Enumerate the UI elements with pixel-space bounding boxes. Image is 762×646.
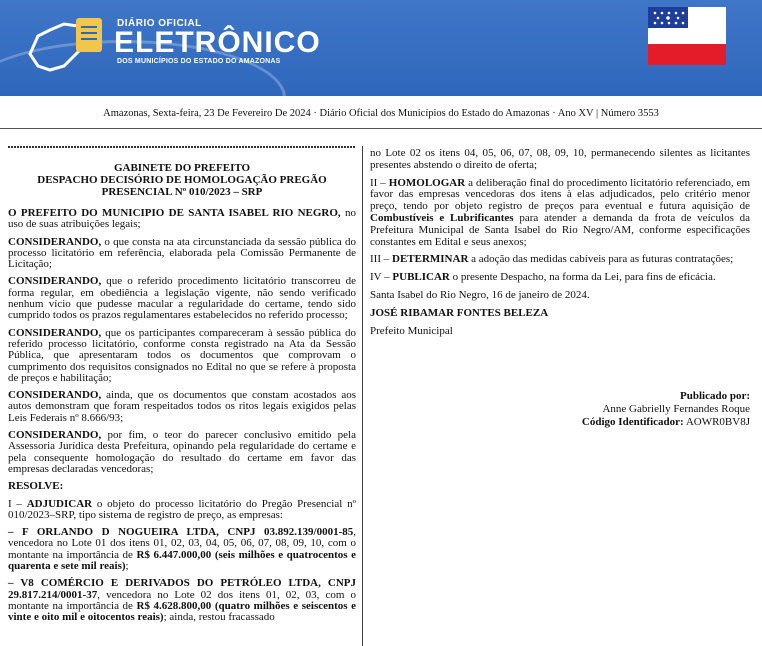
right-column [370,148,750,343]
header-banner [0,0,762,96]
column-divider [362,146,363,646]
issue-header-line: Amazonas, Sexta-feira, 23 De Fevereiro De 2024 · Diário Oficial dos Municípios do Estado do Amazonas · Ano XV | Número 3553 [103,108,659,119]
paragraph-considerando-3: CONSIDERANDO, que os participantes compareceram à sessão pública do referido processo licitatório, conforme consta registrado na Ata da Sessão Pública, que apresentaram todos os documentos que comprovam o cumprimento dos requisitos consignados no Edital no que se refere à proposta de preços e habilitação; [8,326,356,384]
paragraph-considerando-4: CONSIDERANDO, ainda, que os documentos que constam acostados aos autos demonstram que foram respeitados todos os ritos legais exigidos pelas Leis Federais nº 8.666/93; [8,389,356,424]
paragraph-homologar: II – HOMOLOGAR a deliberação final do procedimento licitatório referenciado, em favor das empresas vencedoras dos itens à elas adjudicados, pelo critério menor preço, tendo por objeto registro de preços para eventual e futura aquisição de Combustíveis e Lubrificantes para atender a demanda da frota de veículos da Prefeitura Municipal de Santa Isabel do Rio Negro/AM, conforme especificações constantes em Edital e seus anexos; [370,176,751,248]
dashed-divider [8,146,356,148]
paragraph-empresa-2: – V8 COMÉRCIO E DERIVADOS DO PETRÓLEO LTDA, CNPJ 29.817.214/0001-37, vencedora no Lote 02 dos itens 01, 02, 03, com o montante na importância de R$ 4.628.800,00 (quatro milhões e seiscentos e vinte e oito mil e oitocentos reais); ainda, restou fracassado [8,577,357,624]
publication-block [582,390,750,429]
heading-gabinete: GABINETE DO PREFEITO [113,162,251,174]
paragraph-resolve: RESOLVE: [8,480,64,493]
paragraph-determinar: III – DETERMINAR a adoção das medidas cabíveis para as futuras contratações; [370,253,734,266]
header-divider [0,128,762,129]
amazonas-flag-icon [648,7,726,65]
signature-date: Santa Isabel do Rio Negro, 16 de janeiro de 2024. [370,288,590,301]
logo-subtitle: DOS MUNICÍPIOS DO ESTADO DO AMAZONAS [117,58,281,65]
paragraph-considerando-5: CONSIDERANDO, por fim, o teor do parecer conclusivo emitido pela Assessoria Jurídica desta Prefeitura, opinando pela regularidade do certame e pela consequente homologação do resultado do certame em favor das empresas declaradas vencedoras; [8,429,356,475]
signer-name: JOSÉ RIBAMAR FONTES BELEZA [370,306,549,319]
published-by-label: Publicado por: [680,390,750,402]
signer-role: Prefeito Municipal [370,324,453,337]
paragraph-empresa-1: – F ORLANDO D NOGUEIRA LTDA, CNPJ 03.892.139/0001-85, vencedora no Lote 01 dos itens 01, 02, 03, 04, 05, 06, 07, 08, 09, 10, com o montante na importância de R$ 6.447.000,00 (seis milhões e quatrocentos e quarenta e sete mil reais); [8,526,357,573]
paragraph-considerando-1: CONSIDERANDO, o que consta na ata circunstanciada da sessão pública do processo licitatório em referência, elaborada pela Comissão Permanente de Licitação; [8,235,356,271]
paragraph-prefeito: O PREFEITO DO MUNICIPIO DE SANTA ISABEL RIO NEGRO, no uso de suas atribuições legais; [8,207,356,231]
document-icon [76,18,102,52]
paragraph-adjudicar: I – ADJUDICAR o objeto do processo licitatório do Pregão Presencial nº 010/2023–SRP, tipo sistema de registro de preço, as empresas: [8,497,356,521]
paragraph-considerando-2: CONSIDERANDO, que o referido procedimento licitatório transcorreu de forma regular, em obediência a legislação vigente, não sendo verificado nenhum vício que pudesse macular a regularidade do certame, tendo sido cumprido todos os prazos regulamentares estabelecidos no referido processo; [8,275,356,322]
identifier-code: Código Identificador: AOWR0BV8J [581,416,750,428]
paragraph-publicar: IV – PUBLICAR o presente Despacho, na forma da Lei, para fins de eficácia. [370,271,716,284]
heading-pregao: PRESENCIAL Nº 010/2023 – SRP [101,186,263,198]
paragraph-continuacao: no Lote 02 os itens 04, 05, 06, 07, 08, 09, 10, permanecendo silentes as licitantes presentes abstendo o direito de oferta; [370,147,750,171]
left-column [8,146,356,630]
logo-small-title: DIÁRIO OFICIAL [117,18,202,29]
heading-despacho: DESPACHO DECISÓRIO DE HOMOLOGAÇÃO PREGÃO [37,174,327,186]
publisher-name: Anne Gabrielly Fernandes Roque [602,403,750,415]
logo-title: ELETRÔNICO [114,26,321,59]
